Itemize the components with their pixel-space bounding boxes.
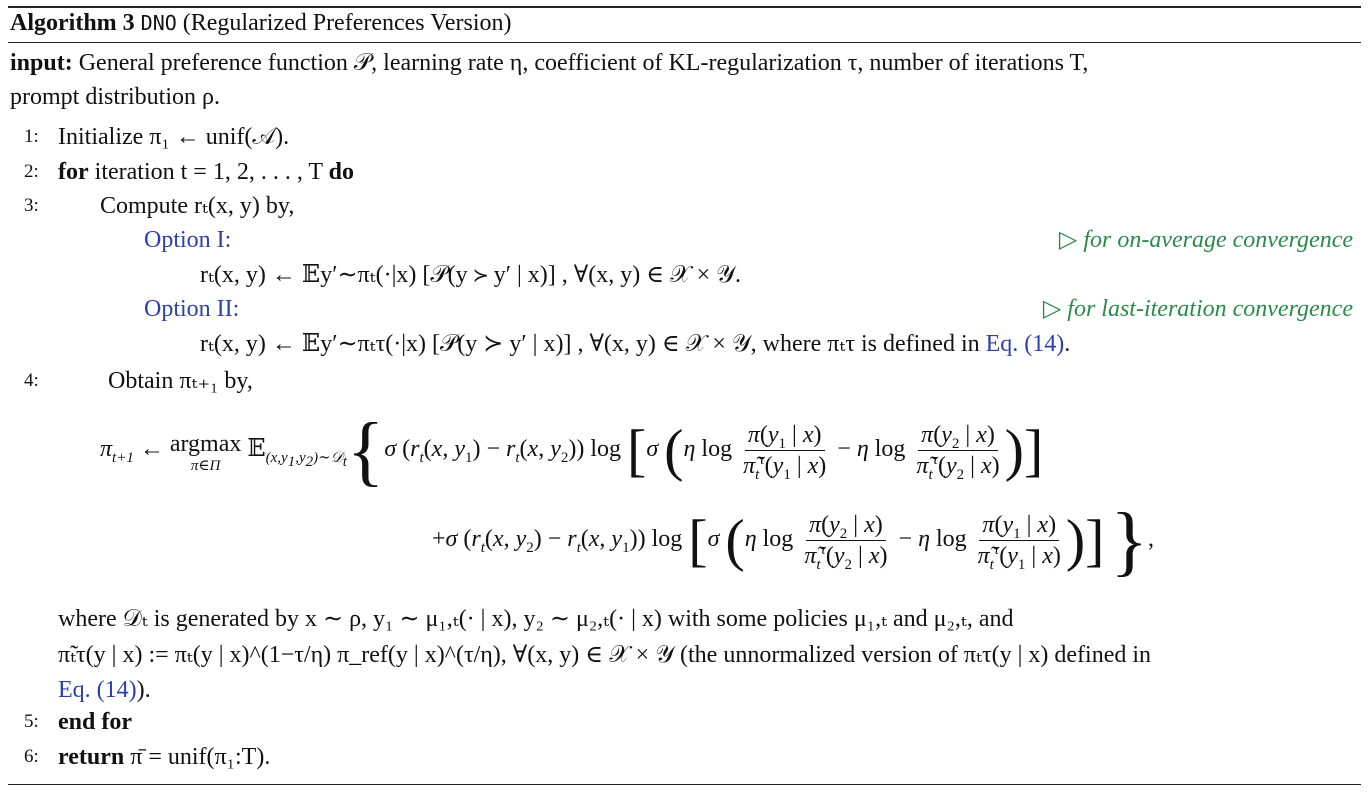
step-3-text: Compute rₜ(x, y) by,	[100, 193, 295, 219]
line-number: 6:	[24, 746, 39, 767]
input-label: input:	[10, 50, 73, 76]
bottom-rule	[8, 784, 1361, 785]
option-1-label: Option I:	[144, 227, 232, 253]
option-1-formula: rₜ(x, y) ← 𝔼y′∼πₜ(·|x) [𝒫(y ≻ y′ | x)] , ∀(x, y) ∈ 𝒳 × 𝒴.	[200, 262, 741, 288]
line-number: 4:	[24, 370, 39, 391]
step-3	[100, 191, 294, 221]
return-keyword: return	[58, 744, 125, 770]
argmax-operator: argmax π∈Π	[169, 430, 242, 474]
step-6	[58, 742, 270, 772]
eq-14-link[interactable]: Eq. (14)	[985, 331, 1065, 357]
fraction: $\frac{\pi(y_1 | x)}{\pĩ_t^\tau(y_1 | x)}$	[743, 422, 827, 483]
eq-14-link[interactable]: Eq. (14)	[58, 677, 137, 703]
step-4	[108, 366, 253, 396]
line-number: 3:	[24, 195, 39, 216]
step-2	[58, 157, 354, 187]
title-rule	[8, 42, 1361, 43]
fraction: $\frac{\pi(y_1 | x)}{\pĩ_t^\tau(y_1 | x)}$	[977, 512, 1061, 573]
fraction: $\frac{\pi(y_2 | x)}{\pĩ_t^\tau(y_2 | x)}$	[916, 422, 1000, 483]
input-text-1: General preference function 𝒫, learning rate η, coefficient of KL-regularization τ, number of iterations T,	[78, 50, 1089, 76]
algorithm-label: Algorithm 3	[10, 10, 135, 36]
option-2-formula-text: rₜ(x, y) ← 𝔼y′∼πₜτ(·|x) [𝒫(y ≻ y′ | x)] , ∀(x, y) ∈ 𝒳 × 𝒴, where πₜτ is defined in	[200, 331, 980, 357]
input-line-2	[10, 82, 220, 112]
line-number: 1:	[24, 126, 39, 147]
option-1-comment: ▷ for on-average convergence	[1058, 227, 1353, 253]
input-text-2: prompt distribution ρ.	[10, 84, 220, 110]
algorithm-subtitle: (Regularized Preferences Version)	[182, 10, 512, 36]
algorithm-title	[10, 8, 512, 38]
fraction: $\frac{\pi(y_2 | x)}{\pĩ_t^\tau(y_2 | x)}$	[804, 512, 888, 573]
option-2-end: .	[1064, 331, 1071, 357]
step-1	[58, 122, 289, 152]
step-2-text: iteration t = 1, 2, . . . , T	[94, 159, 323, 185]
option-2-formula	[200, 329, 1070, 359]
algorithm-name: DNO	[140, 11, 177, 35]
line-number: 5:	[24, 711, 39, 732]
update-equation-row-2: +σ ($r_t(x$, $y_2) - r_t(x$, $y_1$)) log [σ (η log $\frac{\pi(y_2 | x)}{\pĩ_t^\tau(y_2 | x)}$ − η log $\frac{\pi(y_1 | x)}{\pĩ_t^\tau(y_1 | x)}$ )] },	[432, 496, 1154, 584]
step-4-text: Obtain πₜ₊₁ by,	[108, 368, 253, 394]
option-2-comment: ▷ for last-iteration convergence	[1042, 296, 1353, 322]
line-number: 2:	[24, 161, 39, 182]
end-for-keyword: end for	[58, 709, 132, 735]
for-keyword: for	[58, 159, 89, 185]
where-line-2: π̃ₜτ(y | x) := πₜ(y | x)^(1−τ/η) π_ref(y | x)^(τ/η), ∀(x, y) ∈ 𝒳 × 𝒴 (the unnormalized version of πₜτ(y | x) defined in	[58, 642, 1152, 668]
do-keyword: do	[328, 159, 354, 185]
option-2-label: Option II:	[144, 296, 240, 322]
where-line-3	[58, 675, 151, 705]
step-1-text: Initialize π₁ ← unif(𝒜).	[58, 124, 290, 150]
where-line-1: where 𝒟ₜ is generated by x ∼ ρ, y₁ ∼ μ₁,ₜ(· | x), y₂ ∼ μ₂,ₜ(· | x) with some policies μ₁,ₜ and μ₂,ₜ, and	[58, 606, 1014, 632]
input-line-1	[10, 48, 1088, 78]
step-6-text: π̄ = unif(π₁:T).	[130, 744, 271, 770]
where-end: ).	[136, 677, 151, 703]
update-equation-row-1: $\pi_{t+1}$ ← argmax π∈Π 𝔼$_{(x,y_1,y_2)\sim 𝒟_t}${σ ($r_t(x$, $y_1) - r_t(x$, $y_2$)) log [σ (η log $\frac{\pi(y_1 | x)}{\pĩ_t^\tau(y_1 | x)}$ − η log $\frac{\pi(y_2 | x)}{\pĩ_t^\tau(y_2 | x)}$ )]	[100, 406, 1044, 494]
